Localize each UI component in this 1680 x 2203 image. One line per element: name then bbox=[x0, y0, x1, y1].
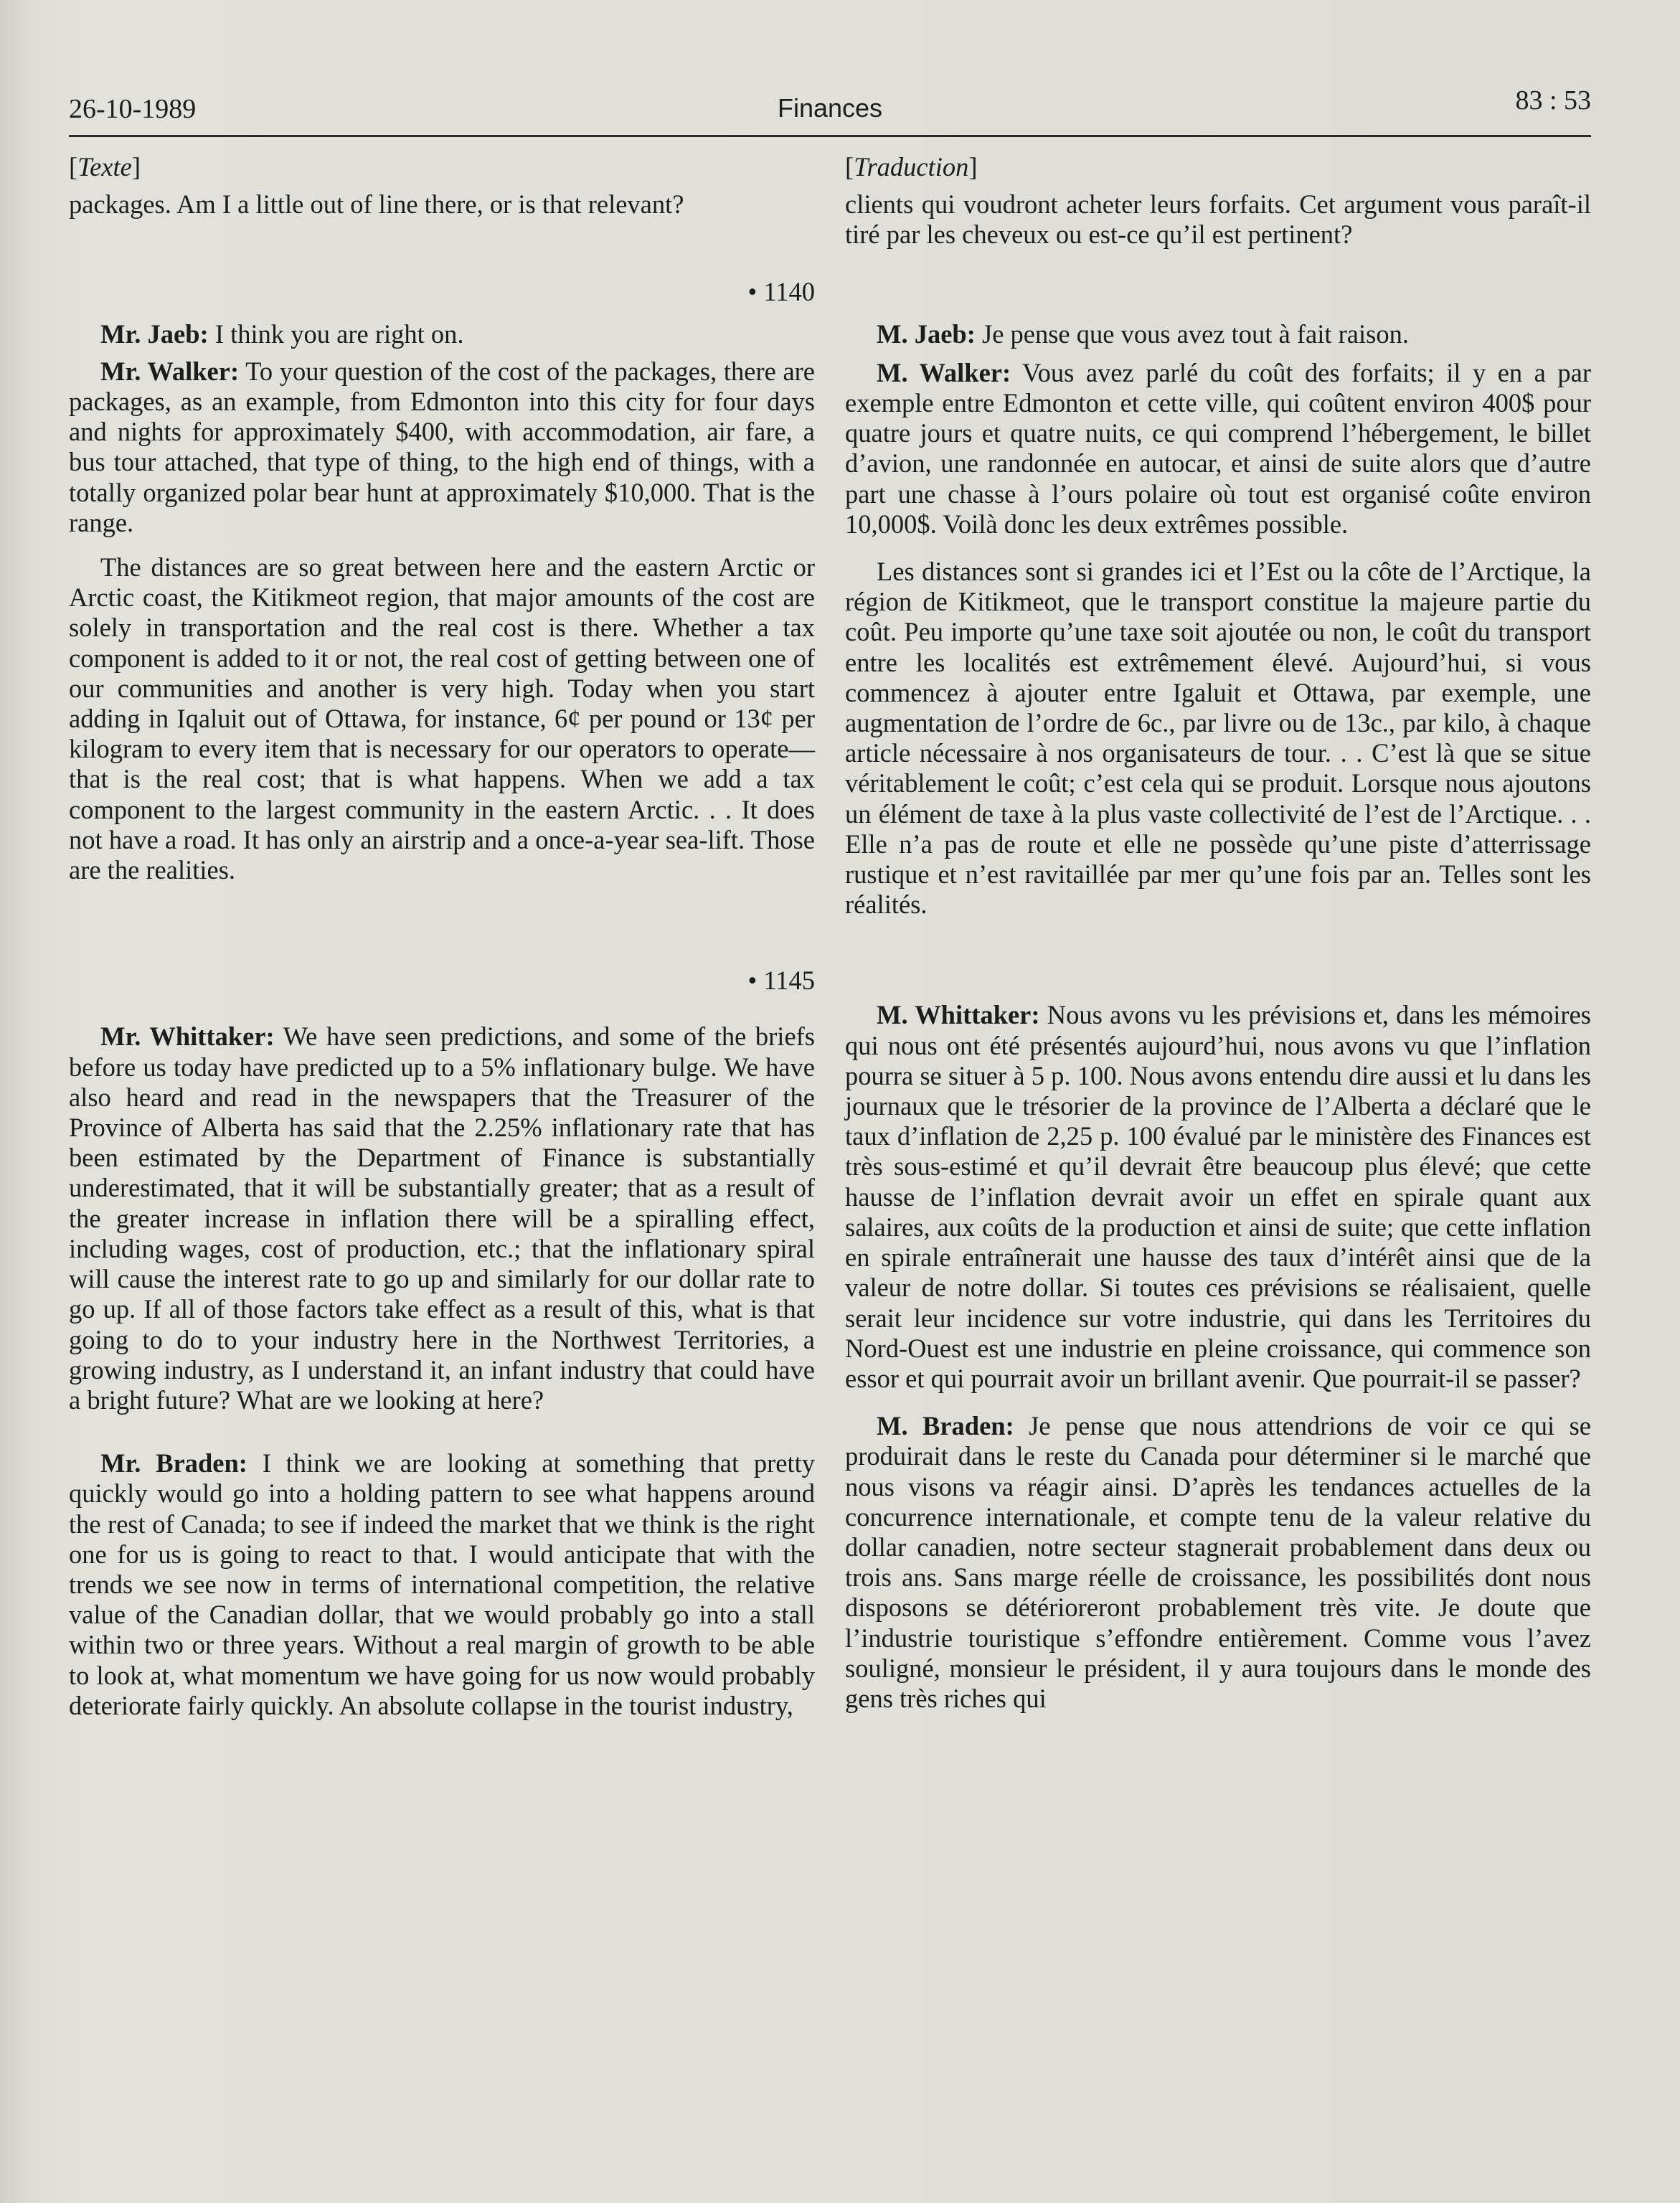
paragraph: M. Walker: Vous avez parlé du coût des forfaits; il y en a par exemple entre Edmonton et cette ville, qui coûtent environ 400$ pour quatre jours et quatre nuits, ce qui comprend l’hébergement, le billet d’avion, une randonnée en autocar, et ainsi de suite alors que d’autre part une chasse à l’ours polaire où tout est organisé coûte environ 10,000$. Voilà donc les deux extrêmes possible. bbox=[845, 357, 1591, 539]
column-label-text: Traduction bbox=[854, 152, 969, 181]
column-label: [Traduction] bbox=[845, 152, 978, 181]
paragraph: Mr. Braden: I think we are looking at something that pretty quickly would go into a holding pattern to see what happens around the rest of Canada; to see if indeed the market that we think is the right one for us is going to react to that. I would anticipate that with the trends we see now in terms of international competition, the relative value of the Canadian dollar, that we would probably go into a stall within two or three years. Without a real margin of growth to be able to look at, what momentum we have going for us now would probably deteriorate fairly quickly. An absolute collapse in the tourist industry, bbox=[69, 1448, 815, 1720]
speaker-name: Mr. Walker: bbox=[100, 356, 240, 386]
paragraph: M. Whittaker: Nous avons vu les prévisions et, dans les mémoires qui nous ont été présentés aujourd’hui, nous avons vu que l’inflation pourra se situer à 5 p. 100. Nous avons entendu dire aussi et lu dans les journaux que le trésorier de la province de l’Alberta a déclaré que le taux d’inflation de 2,25 p. 100 évalué par le ministère des Finances est très sous-estimé et qu’il devrait être beaucoup plus élevé; que cette hausse de l’inflation devrait avoir un effet en spirale quant aux salaires, aux coûts de la production et ainsi de suite; que cette inflation en spirale entraînerait une hausse des taux d’intérêt ainsi que de la valeur de notre dollar. Si toutes ces prévisions se réalisaient, quelle serait leur incidence sur votre industrie, qui dans les Territoires du Nord-Ouest est une industrie en pleine croissance, qui commence son essor et qui pourrait avoir un brillant avenir. Que pourrait-il se passer? bbox=[845, 1000, 1591, 1393]
header-date: 26-10-1989 bbox=[69, 94, 197, 124]
header-title: Finances bbox=[777, 93, 883, 123]
paragraph: The distances are so great between here and the eastern Arctic or Arctic coast, the Kitikmeot region, that major amounts of the cost are solely in transportation and the real cost is there. Whether a tax component is added to it or not, the real cost of getting between one of our communities and another is very high. Today when you start adding in Iqaluit out of Ottawa, for instance, 6¢ per pound or 13¢ per kilogram to every item that is necessary for our operators to operate—that is the real cost; that is what happens. When we add a tax component to the largest community in the eastern Arctic. . . It does not have a road. It has only an airstrip and a once-a-year sea-lift. Those are the realities. bbox=[69, 552, 815, 885]
column-label: [Texte] bbox=[69, 152, 141, 181]
speaker-name: Mr. Braden: bbox=[100, 1448, 247, 1478]
speaker-name: Mr. Jaeb: bbox=[100, 319, 209, 349]
speaker-name: M. Braden: bbox=[877, 1411, 1014, 1441]
header-page-number: 83 : 53 bbox=[1515, 85, 1591, 115]
time-marker: • 1145 bbox=[747, 966, 815, 996]
speaker-name: M. Whittaker: bbox=[877, 1000, 1040, 1030]
paragraph: clients qui voudront acheter leurs forfaits. Cet argument vous paraît-il tiré par les cheveux ou est-ce qu’il est pertinent? bbox=[845, 189, 1591, 250]
paragraph: Mr. Walker: To your question of the cost of the packages, there are packages, as an example, from Edmonton into this city for four days and nights for approximately $400, with accommodation, air fare, a bus tour attached, that type of thing, to the high end of things, with a totally organized polar bear hunt at approximately $10,000. That is the range. bbox=[69, 356, 815, 537]
speaker-name: M. Walker: bbox=[877, 357, 1011, 387]
french-column bbox=[845, 152, 1591, 1714]
paragraph: Mr. Whittaker: We have seen predictions, and some of the briefs before us today have predicted up to a 5% inflationary bulge. We have also heard and read in the newspapers that the Treasurer of the Province of Alberta has said that the 2.25% inflationary rate that has been estimated by the Department of Finance is substantially underestimated, that it will be substantially greater; that as a result of the greater increase in inflation there will be a spiralling effect, including wages, cost of production, etc.; that the inflationary spiral will cause the interest rate to go up and similarly for our dollar rate to go up. If all of those factors take effect as a result of this, what is that going to do to your industry here in the Northwest Territories, a growing industry, as I understand it, an infant industry that could have a bright future? What are we looking at here? bbox=[69, 1022, 816, 1415]
speaker-name: M. Jaeb: bbox=[877, 319, 976, 349]
page-header bbox=[69, 85, 1591, 137]
time-marker: • 1140 bbox=[747, 277, 815, 307]
paragraph: Mr. Jaeb: I think you are right on. bbox=[100, 319, 464, 349]
column-label-text: Texte bbox=[77, 152, 132, 181]
paragraph: packages. Am I a little out of line there, or is that relevant? bbox=[69, 189, 684, 220]
speaker-name: Mr. Whittaker: bbox=[100, 1022, 275, 1052]
paragraph: Les distances sont si grandes ici et l’Est ou la côte de l’Arctique, la région de Kitikmeot, que le transport constitue la majeure partie du coût. Peu importe qu’une taxe soit ajoutée ou non, le coût du transport entre les localités est extrêmement élevé. Aujourd’hui, si vous commencez à ajouter entre Igaluit et Ottawa, par exemple, une augmentation de l’ordre de 6c., par livre ou de 13c., par kilo, à chaque article nécessaire à nos organisateurs de tour. . . C’est là que se situe véritablement le coût; c’est cela qui se produit. Lorsque nous ajoutons un élément de taxe à la plus vaste collectivité de l’est de l’Arctique. . . Elle n’a pas de route et elle ne possède qu’une piste d’atterrissage rustique et n’est ravitaillée par mer qu’une fois par an. Telles sont les réalités. bbox=[845, 557, 1591, 920]
english-column bbox=[69, 152, 815, 1721]
paragraph: M. Braden: Je pense que nous attendrions de voir ce qui se produirait dans le reste du Canada pour déterminer si le marché que nous visons va réagir ainsi. D’après les tendances actuelles de la concurrence internationale, et compte tenu de la valeur relative du dollar canadien, notre secteur stagnerait probablement dans deux ou trois ans. Sans marge réelle de croissance, les possibilités dont nous disposons se détérioreront probablement très vite. Je doute que l’industrie touristique s’effondre entièrement. Comme vous l’avez souligné, monsieur le président, il y aura toujours dans le monde des gens très riches qui bbox=[845, 1411, 1591, 1713]
paragraph: M. Jaeb: Je pense que vous avez tout à fait raison. bbox=[877, 319, 1409, 349]
